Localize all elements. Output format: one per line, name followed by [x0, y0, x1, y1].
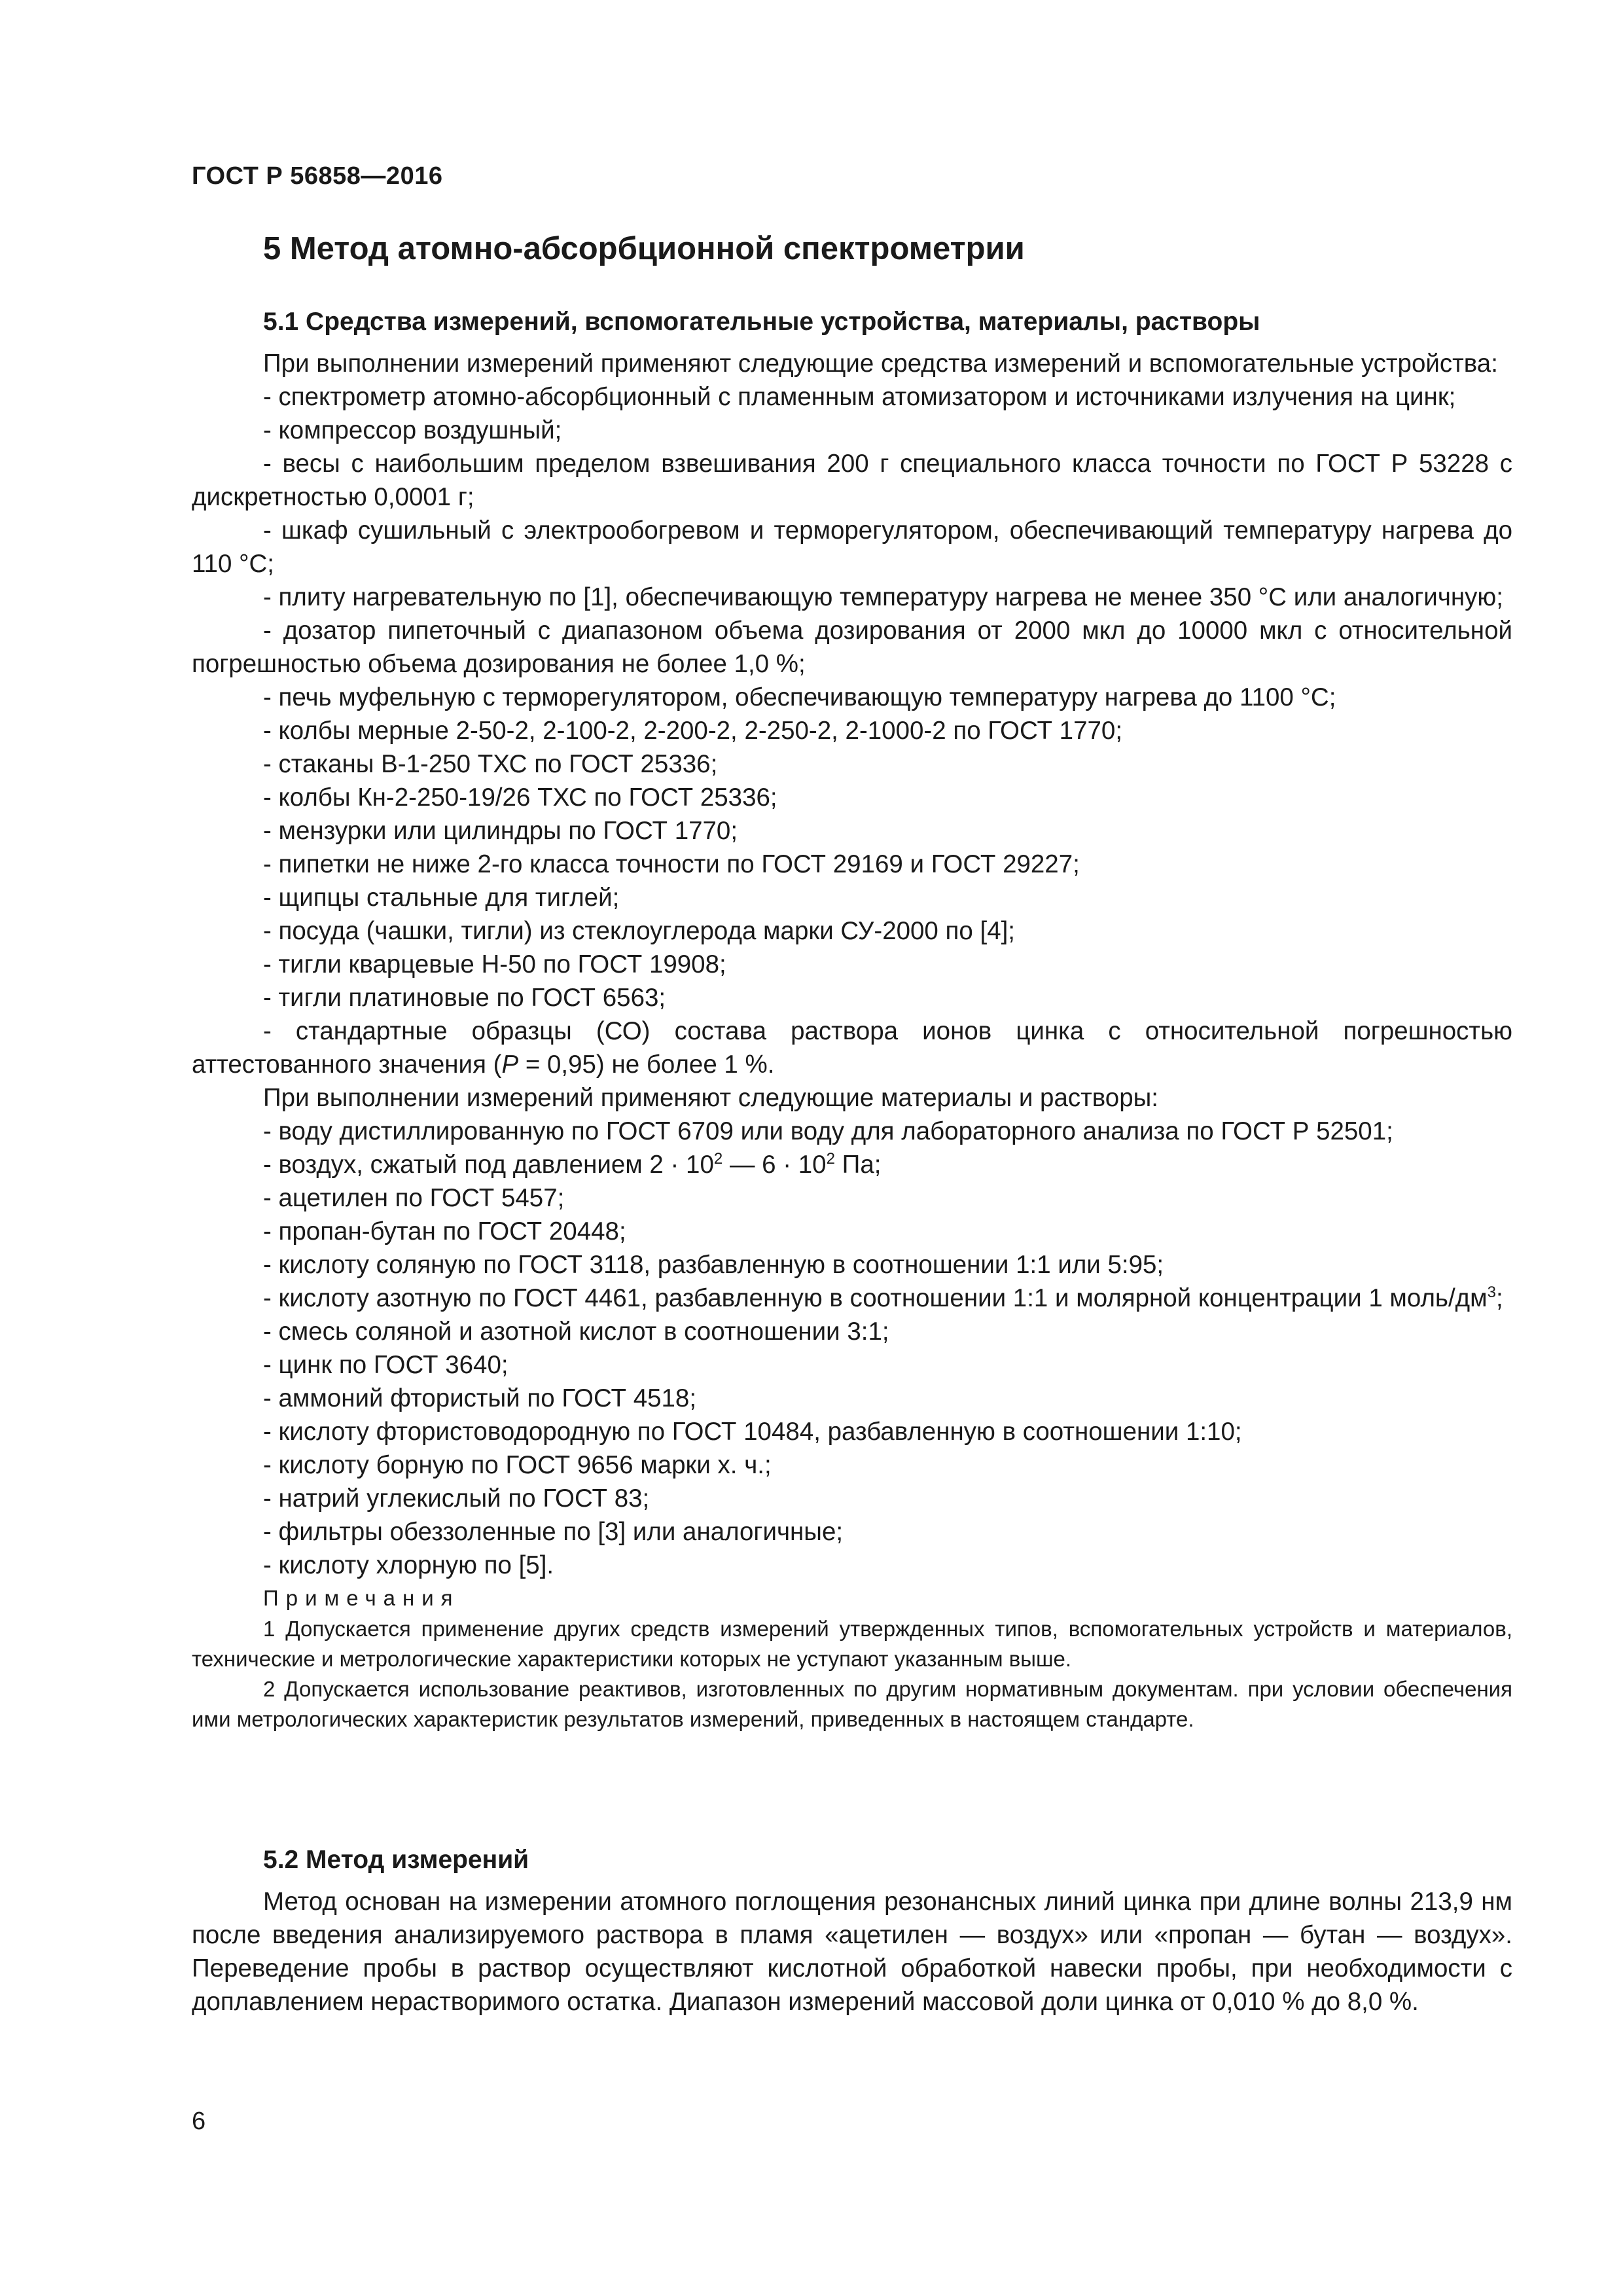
material-item: - кислоту хлорную по [5]. — [263, 1551, 554, 1579]
material-item: - кислоту борную по ГОСТ 9656 марки х. ч.; — [263, 1451, 772, 1479]
section-5-1-body — [192, 347, 1512, 1734]
standard-designation: ГОСТ Р 56858—2016 — [192, 162, 443, 190]
section-title: 5 Метод атомно-абсорбционной спектрометрии — [263, 231, 1025, 266]
material-item: - пропан-бутан по ГОСТ 20448; — [263, 1217, 626, 1246]
device-item: - колбы Кн-2-250-19/26 ТХС по ГОСТ 25336; — [263, 783, 777, 812]
material-item: - аммоний фтористый по ГОСТ 4518; — [263, 1384, 697, 1412]
device-item: - щипцы стальные для тиглей; — [263, 884, 620, 912]
reference-samples-item: - стандартные образцы (СО) состава раствора ионов цинка с относительной погрешностью аттестованного значения (Р = 0,95) не более 1 %. — [192, 1017, 1512, 1079]
materials-intro: При выполнении измерений применяют следующие материалы и растворы: — [263, 1084, 1158, 1112]
material-item-nitric: - кислоту азотную по ГОСТ 4461, разбавленную в соотношении 1:1 и молярной концентрации 1 моль/$дм^3$; — [263, 1283, 1503, 1312]
device-item: - тигли кварцевые Н-50 по ГОСТ 19908; — [263, 950, 726, 978]
device-item: - тигли платиновые по ГОСТ 6563; — [263, 984, 666, 1012]
devices-intro: При выполнении измерений применяют следующие средства измерений и вспомогательные устройства: — [263, 350, 1498, 378]
device-item: - плиту нагревательную по [1], обеспечивающую температуру нагрева не менее 350 °С или аналогичную; — [263, 583, 1503, 611]
material-item: - цинк по ГОСТ 3640; — [263, 1351, 508, 1379]
notes-heading: Примечания — [263, 1586, 460, 1610]
material-item: - фильтры обеззоленные по [3] или аналогичные; — [263, 1518, 844, 1546]
device-item: - мензурки или цилиндры по ГОСТ 1770; — [263, 817, 738, 845]
material-item: - кислоту соляную по ГОСТ 3118, разбавленную в соотношении 1:1 или 5:95; — [263, 1251, 1164, 1279]
method-description: Метод основан на измерении атомного поглощения резонансных линий цинка при длине волны 213,9 нм после введения анализируемого раствора в пламя «ацетилен — воздух» или «пропан — бутан — воздух». Переведение пробы в раствор осуществляют кислотной обработкой навески пробы, при необходимости с доплавлением нерастворимого остатка. Диапазон измерений массовой доли цинка от 0,010 % до 8,0 %. — [192, 1888, 1512, 2016]
material-item: - натрий углекислый по ГОСТ 83; — [263, 1484, 650, 1513]
section-5-2-body — [192, 1885, 1512, 2018]
device-item: - спектрометр атомно-абсорбционный с пламенным атомизатором и источниками излучения на цинк; — [263, 383, 1456, 411]
device-item: - стаканы В-1-250 ТХС по ГОСТ 25336; — [263, 750, 718, 778]
device-item: - посуда (чашки, тигли) из стеклоуглерода марки СУ-2000 по [4]; — [263, 917, 1016, 945]
subsection-title-5-2: 5.2 Метод измерений — [263, 1846, 529, 1874]
device-item: - шкаф сушильный с электрообогревом и терморегулятором, обеспечивающий температуру нагрева до 110 °С; — [192, 516, 1512, 578]
device-item: - компрессор воздушный; — [263, 416, 562, 444]
material-item-air: - воздух, сжатый под давлением $2 \cdot 10^2$ — $6 \cdot 10^2$ Па; — [263, 1150, 882, 1179]
note-item: 2 Допускается использование реактивов, изготовленных по другим нормативным документам. при условии обеспечения ими метрологических характеристик результатов измерений, приведенных в настоящем стандарте. — [192, 1677, 1512, 1731]
page-number: 6 — [192, 2108, 206, 2135]
material-item: - смесь соляной и азотной кислот в соотношении 3:1; — [263, 1318, 889, 1346]
material-item: - кислоту фтористоводородную по ГОСТ 10484, разбавленную в соотношении 1:10; — [263, 1418, 1242, 1446]
material-item: - воду дистиллированную по ГОСТ 6709 или воду для лабораторного анализа по ГОСТ Р 52501; — [263, 1117, 1393, 1145]
device-item: - пипетки не ниже 2-го класса точности по ГОСТ 29169 и ГОСТ 29227; — [263, 850, 1080, 878]
device-item: - печь муфельную с терморегулятором, обеспечивающую температуру нагрева до 1100 °С; — [263, 683, 1336, 711]
material-item: - ацетилен по ГОСТ 5457; — [263, 1184, 565, 1212]
device-item: - колбы мерные 2-50-2, 2-100-2, 2-200-2, 2-250-2, 2-1000-2 по ГОСТ 1770; — [263, 717, 1123, 745]
device-item: - дозатор пипеточный с диапазоном объема дозирования от 2000 мкл до 10000 мкл с относительной погрешностью объема дозирования не более 1,0 %; — [192, 617, 1512, 678]
note-item: 1 Допускается применение других средств измерений утвержденных типов, вспомогательных устройств и материалов, технические и метрологические характеристики которых не уступают указанным выше. — [192, 1617, 1512, 1671]
device-item: - весы с наибольшим пределом взвешивания 200 г специального класса точности по ГОСТ Р 53228 с дискретностью 0,0001 г; — [192, 450, 1512, 511]
subsection-title-5-1: 5.1 Средства измерений, вспомогательные устройства, материалы, растворы — [263, 308, 1260, 336]
